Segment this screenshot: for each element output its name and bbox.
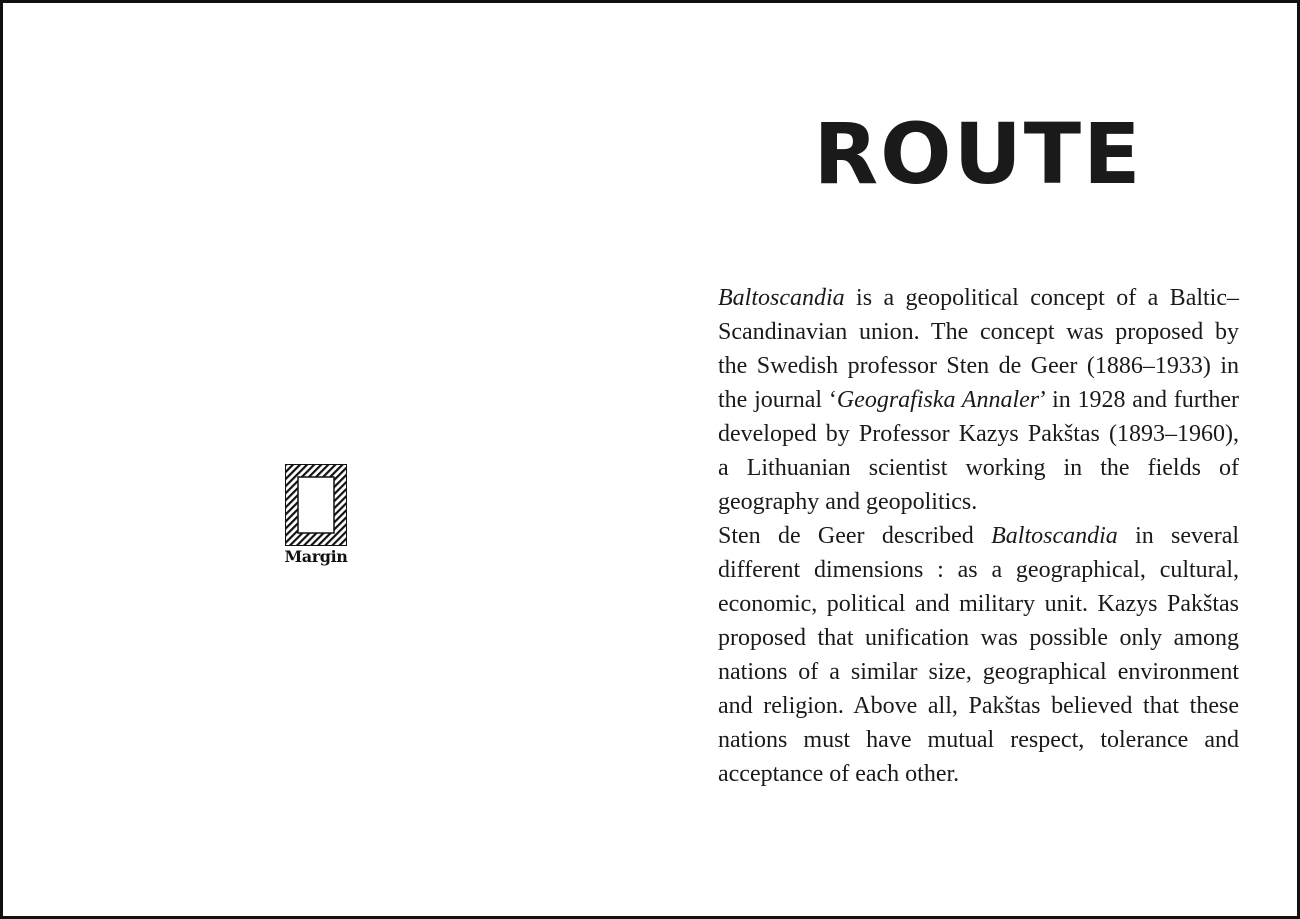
- paragraph-2: [718, 519, 1239, 791]
- journal-title: Geografiska Annaler: [836, 387, 1040, 413]
- paragraph-text: Sten de Geer described: [718, 523, 992, 549]
- paragraph-1: [718, 281, 1239, 519]
- margin-logo: [282, 464, 350, 566]
- logo-label: Margin: [284, 547, 348, 566]
- body-text: [718, 281, 1239, 791]
- italic-term: Baltoscandia: [718, 285, 845, 311]
- paragraph-text: in several different dimensions : as a geographical, cultural, economic, political and military unit. Kazys Pakštas proposed that unification was possible only among nations of a similar size, geographical environment and religion. Above all, Pakštas believed that these nations must have mutual respect, tolerance and acceptance of each other.: [718, 523, 1240, 787]
- hatched-frame-icon: [285, 464, 347, 546]
- italic-term: Baltoscandia: [991, 523, 1118, 549]
- page-title: ROUTE: [813, 105, 1143, 203]
- paragraph-text: is a geopolitical concept of a Baltic–Scandinavian union. The concept was proposed by the Swedish professor Sten de Geer (1886–1933) in the journal ‘: [718, 285, 1239, 413]
- paragraph-text: ’ in 1928 and further developed by Professor Kazys Pakštas (1893–1960), a Lithuanian scientist working in the fields of geography and geopolitics.: [718, 387, 1240, 515]
